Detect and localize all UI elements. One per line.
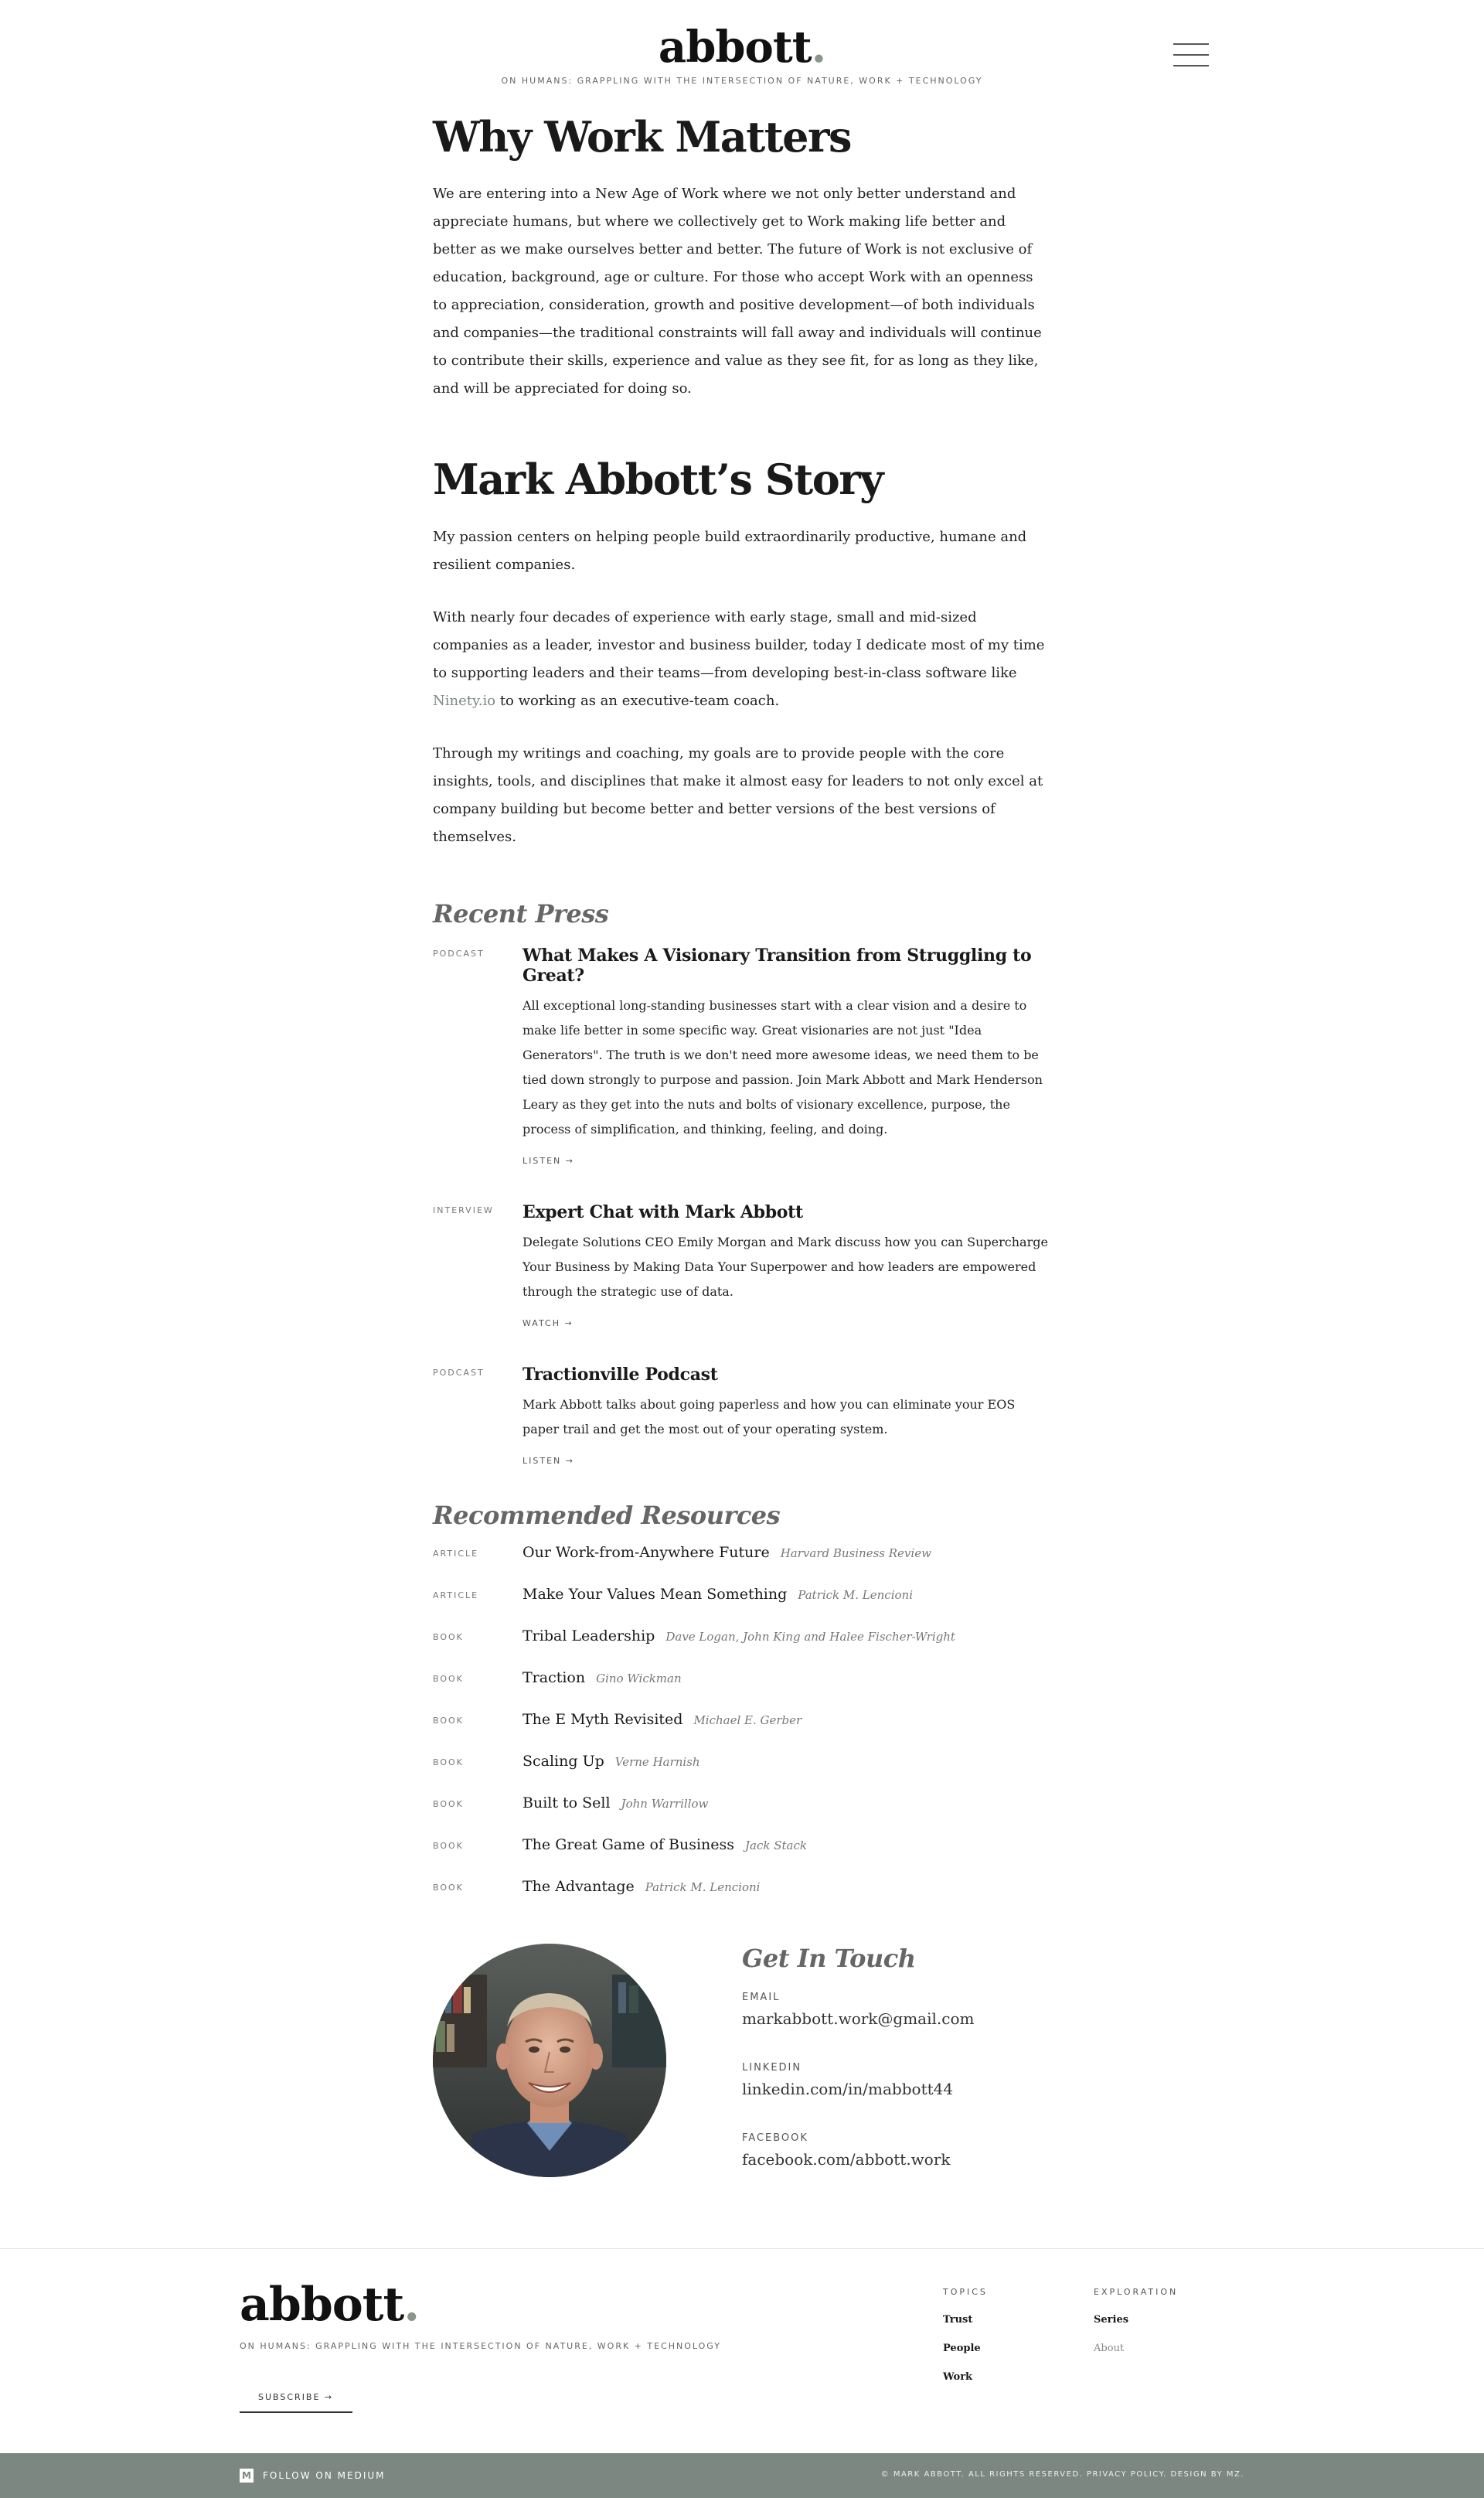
email-link[interactable]: markabbott.work@gmail.com [742, 2009, 975, 2028]
press-title[interactable]: Tractionville Podcast [522, 1364, 718, 1385]
facebook-link[interactable]: facebook.com/abbott.work [742, 2150, 951, 2169]
press-content [522, 1365, 1051, 1467]
resource-item [433, 1544, 1051, 1586]
resource-title[interactable]: Built to Sell [522, 1794, 611, 1811]
footer-link-about[interactable]: About [1094, 2343, 1125, 2354]
footer-tagline: ON HUMANS: GRAPPLING WITH THE INTERSECTION OF NATURE, WORK + TECHNOLOGY [240, 2341, 721, 2351]
press-title[interactable]: What Makes A Visionary Transition from Struggling to Great? [522, 945, 1032, 986]
resource-type: BOOK [433, 1631, 464, 1642]
facebook-label: FACEBOOK [742, 2132, 808, 2144]
subscribe-button[interactable]: SUBSCRIBE → [240, 2387, 352, 2413]
story-paragraph-1: My passion centers on helping people build extraordinarily productive, humane and resilient companies. [433, 528, 1027, 573]
hamburger-menu-icon[interactable] [1173, 43, 1209, 71]
resource-item [433, 1753, 1051, 1794]
footer-link-trust[interactable]: Trust [943, 2314, 973, 2326]
resource-title[interactable]: Tribal Leadership [522, 1627, 655, 1644]
contact-info [742, 1944, 1051, 2169]
resource-item [433, 1627, 1051, 1669]
resource-title[interactable]: Scaling Up [522, 1752, 604, 1770]
resource-item [433, 1878, 1051, 1920]
press-description: Mark Abbott talks about going paperless and how you can eliminate your EOS paper trail and get the most out of your operating system. [522, 1396, 1016, 1436]
resource-author: Jack Stack [745, 1838, 807, 1852]
resource-type: BOOK [433, 1715, 464, 1726]
resource-author: Verne Harnish [614, 1754, 700, 1769]
story-p2-text-before: With nearly four decades of experience with early stage, small and mid-sized companies as a leader, investor and business builder, today I dedicate most of my time to supporting leaders and their teams—from developing best-in-class software like [433, 608, 1045, 681]
menu-line [1173, 43, 1209, 45]
press-content [522, 1202, 1051, 1329]
resource-type: BOOK [433, 1840, 464, 1851]
linkedin-label: LINKEDIN [742, 2062, 802, 2074]
get-in-touch-heading: Get In Touch [742, 1944, 916, 1973]
recommended-resources-heading: Recommended Resources [433, 1500, 781, 1530]
resource-item [433, 1586, 1051, 1627]
resource-item [433, 1669, 1051, 1711]
resource-author: Gino Wickman [596, 1671, 682, 1685]
resource-type: ARTICLE [433, 1590, 479, 1600]
why-work-matters-title: Why Work Matters [433, 112, 851, 162]
resource-item [433, 1711, 1051, 1753]
site-logo-text[interactable]: abbott [658, 22, 812, 73]
resource-title[interactable]: Our Work-from-Anywhere Future [522, 1543, 770, 1561]
topics-title: TOPICS [943, 2287, 988, 2297]
resource-type: BOOK [433, 1882, 464, 1893]
resource-item [433, 1794, 1051, 1836]
footer-link-series[interactable]: Series [1094, 2314, 1129, 2326]
resource-type: BOOK [433, 1798, 464, 1809]
press-type: PODCAST [433, 948, 485, 959]
resource-title[interactable]: Traction [522, 1668, 586, 1686]
follow-on-medium-label: FOLLOW ON MEDIUM [263, 2470, 386, 2481]
story-paragraph-2 [433, 604, 1051, 715]
press-description: All exceptional long-standing businesses start with a clear vision and a desire to make life better in some specific way. Great visionaries are not just "Idea Generators". The truth is we don't need more awesome ideas, we need them to be tied down strongly to purpose and passion. Join Mark Abbott and Mark Henderson Leary as they get into the nuts and bolts of visionary excellence, purpose, the process of simplification, and thinking, feeling, and doing. [522, 997, 1043, 1137]
footer-logo[interactable] [240, 2278, 419, 2332]
resource-title[interactable]: The Advantage [522, 1877, 635, 1895]
listen-link[interactable]: LISTEN → [522, 1455, 574, 1466]
resource-author: John Warrillow [621, 1796, 709, 1811]
press-description: Delegate Solutions CEO Emily Morgan and Mark discuss how you can Supercharge Your Business by Making Data Your Superpower and how leaders are empowered through the strategic use of data. [522, 1234, 1048, 1299]
press-content [522, 946, 1051, 1167]
press-item [433, 1365, 1051, 1467]
footer-link-work[interactable]: Work [943, 2371, 973, 2383]
site-header [0, 0, 1484, 101]
footer-topics [943, 2287, 988, 2383]
recent-press-heading: Recent Press [433, 898, 609, 929]
press-type: PODCAST [433, 1367, 485, 1378]
resource-author: Michael E. Gerber [693, 1712, 802, 1727]
logo-dot: . [403, 2278, 420, 2332]
why-work-matters-body: We are entering into a New Age of Work where we not only better understand and appreciate humans, but where we collectively get to Work making life better and better as we make ourselves better and better. The future of Work is not exclusive of education, background, age or culture. For those who accept Work with an openness to appreciation, consideration, growth and positive development—of both individuals and companies—the traditional constraints will fall away and individuals will continue to contribute their skills, experience and value as they see fit, for as long as they like, and will be appreciated for doing so. [433, 186, 1042, 397]
resource-type: BOOK [433, 1757, 464, 1767]
press-title[interactable]: Expert Chat with Mark Abbott [522, 1201, 803, 1222]
footer-divider [0, 2248, 1484, 2249]
site-tagline: ON HUMANS: GRAPPLING WITH THE INTERSECTION OF NATURE, WORK + TECHNOLOGY [501, 76, 983, 86]
menu-line [1173, 54, 1209, 56]
linkedin-link[interactable]: linkedin.com/in/mabbott44 [742, 2080, 954, 2098]
story-title: Mark Abbott’s Story [433, 455, 883, 505]
listen-link[interactable]: LISTEN → [522, 1155, 574, 1166]
resource-title[interactable]: The Great Game of Business [522, 1835, 735, 1853]
footer-link-people[interactable]: People [943, 2343, 981, 2354]
resource-item [433, 1836, 1051, 1878]
watch-link[interactable]: WATCH → [522, 1317, 574, 1328]
follow-on-medium-link[interactable] [240, 2469, 386, 2483]
story-p2-text-after: to working as an executive-team coach. [495, 692, 780, 709]
resource-author: Patrick M. Lencioni [798, 1587, 913, 1602]
ninety-io-link[interactable]: Ninety.io [433, 692, 496, 709]
contact-section [433, 1944, 1051, 2179]
main-content [433, 114, 1051, 1920]
resource-author: Harvard Business Review [780, 1545, 931, 1560]
email-label: EMAIL [742, 1992, 781, 2003]
bottom-bar [0, 2453, 1484, 2498]
press-item [433, 1202, 1051, 1329]
resource-type: BOOK [433, 1673, 464, 1684]
footer-logo-text[interactable]: abbott [240, 2278, 404, 2332]
site-logo[interactable] [0, 22, 1484, 73]
resource-type: ARTICLE [433, 1548, 479, 1559]
resource-title[interactable]: Make Your Values Mean Something [522, 1585, 788, 1603]
resource-title[interactable]: The E Myth Revisited [522, 1710, 683, 1728]
copyright-text: © MARK ABBOTT. ALL RIGHTS RESERVED. PRIVACY POLICY. DESIGN BY MZ. [880, 2470, 1244, 2479]
exploration-title: EXPLORATION [1094, 2287, 1179, 2297]
menu-line [1173, 65, 1209, 66]
logo-dot: . [811, 22, 826, 73]
resource-author: Patrick M. Lencioni [645, 1879, 761, 1894]
avatar [433, 1944, 666, 2177]
press-type: INTERVIEW [433, 1205, 494, 1215]
portrait-photo [433, 1944, 666, 2177]
resource-author: Dave Logan, John King and Halee Fischer-Wright [665, 1629, 955, 1644]
resource-list [433, 1544, 1051, 1920]
medium-icon: M [240, 2469, 254, 2483]
story-paragraph-3: Through my writings and coaching, my goals are to provide people with the core insights, tools, and disciplines that make it almost easy for leaders to not only excel at company building but become better and better versions of the best versions of themselves. [433, 745, 1043, 845]
footer-exploration [1094, 2287, 1178, 2354]
press-item [433, 946, 1051, 1167]
